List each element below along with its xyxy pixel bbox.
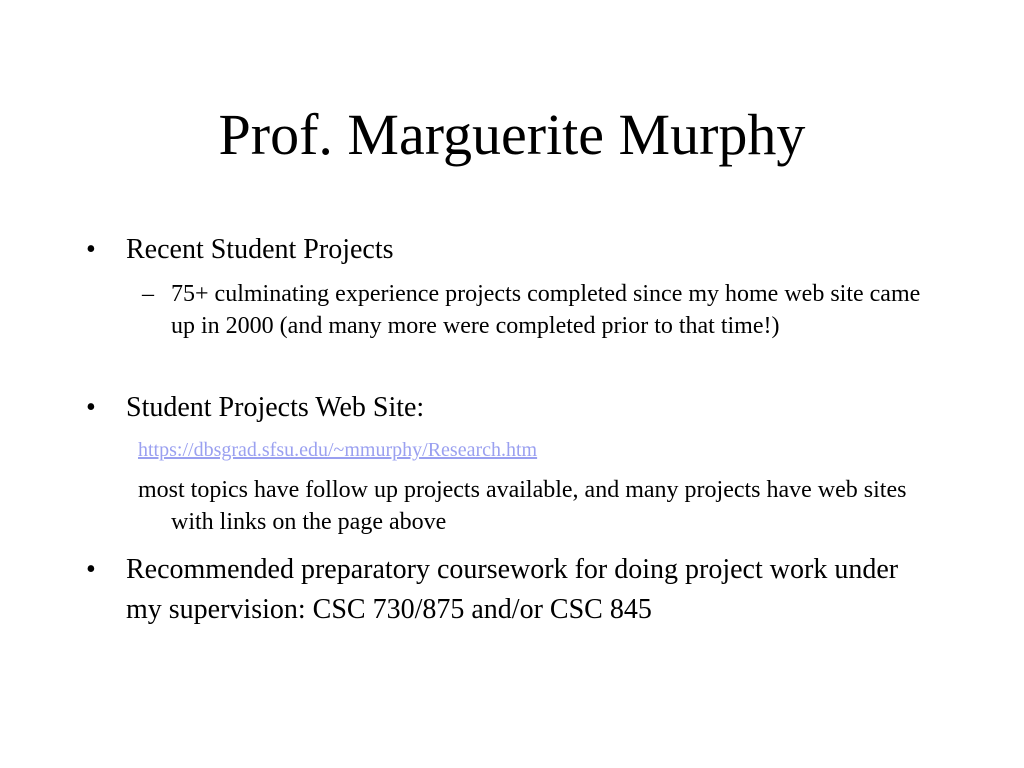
- slide-title: Prof. Marguerite Murphy: [218, 102, 806, 167]
- sub-bullet-marker: –: [142, 281, 154, 307]
- follow-up-projects-note: most topics have follow up projects available, and many projects have web sites with links on the page above: [138, 477, 907, 535]
- research-page-link[interactable]: https://dbsgrad.sfsu.edu/~mmurphy/Research.htm: [138, 439, 538, 461]
- bullet-marker: •: [86, 234, 96, 265]
- bullet-student-projects-web-site: Student Projects Web Site:: [126, 392, 425, 423]
- bullet-recommended-coursework: Recommended preparatory coursework for doing project work under my supervision: CSC 730/875 and/or CSC 845: [126, 554, 899, 625]
- bullet-marker: •: [86, 392, 96, 423]
- sub-bullet-culminating-projects: 75+ culminating experience projects completed since my home web site came up in 2000 (and many more were completed prior to that time!): [171, 281, 921, 339]
- bullet-recent-student-projects: Recent Student Projects: [126, 234, 394, 265]
- bullet-marker: •: [86, 554, 96, 585]
